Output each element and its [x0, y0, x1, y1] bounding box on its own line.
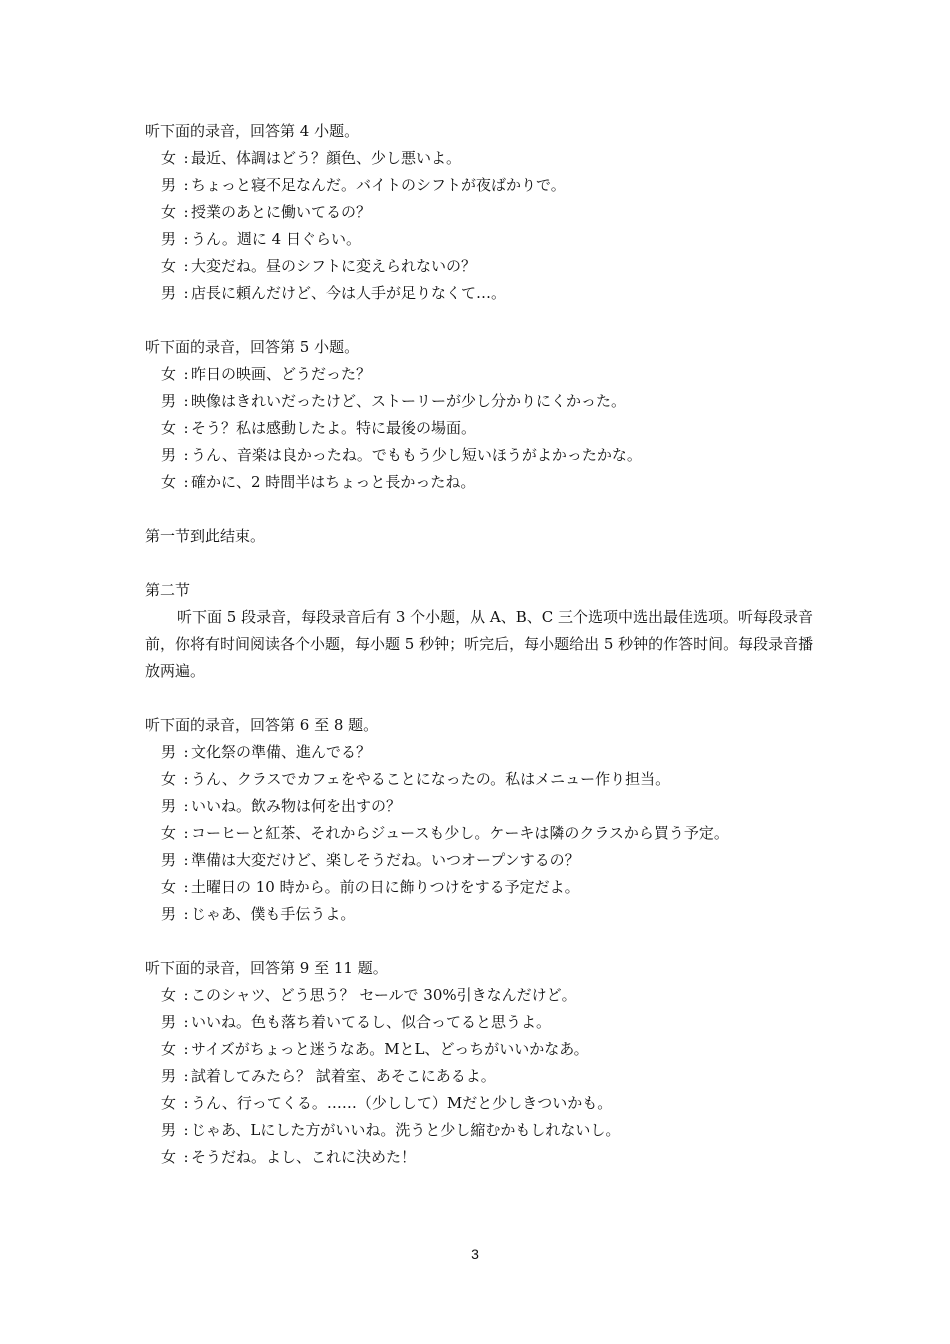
page-number: 3 — [471, 1246, 479, 1262]
dialogue-line — [145, 793, 825, 820]
colon: : — [183, 473, 189, 491]
utterance: コーヒーと紅茶、それからジュースも少し。ケーキは隣のクラスから買う予定。 — [191, 824, 729, 842]
spacer — [145, 496, 825, 523]
q9-11-header: 听下面的录音，回答第 9 至 11 题。 — [145, 959, 388, 977]
spacer — [145, 307, 825, 334]
colon: : — [183, 149, 189, 167]
speaker: 女 — [161, 770, 177, 788]
colon: : — [183, 203, 189, 221]
colon: : — [183, 1094, 189, 1112]
utterance: うん。週に 4 日ぐらい。 — [191, 230, 361, 248]
utterance: うん、クラスでカフェをやることになったの。私はメニュー作り担当。 — [191, 770, 671, 788]
dialogue-line — [145, 982, 825, 1009]
dialogue-line — [145, 739, 825, 766]
utterance: 試着してみたら？ 試着室、あそこにあるよ。 — [191, 1067, 496, 1085]
colon: : — [183, 1148, 189, 1166]
dialogue-line — [145, 226, 825, 253]
dialogue-line — [145, 1063, 825, 1090]
utterance: 大変だね。昼のシフトに変えられないの？ — [191, 257, 477, 275]
colon: : — [183, 905, 189, 923]
speaker: 男 — [161, 797, 177, 815]
q9-11-dialogue — [145, 982, 825, 1171]
colon: : — [183, 257, 189, 275]
utterance: サイズがちょっと迷うなあ。MとL、どっちがいいかなあ。 — [191, 1040, 589, 1058]
utterance: 確かに、2 時間半はちょっと長かったね。 — [191, 473, 476, 491]
speaker: 男 — [161, 392, 177, 410]
colon: : — [183, 1121, 189, 1139]
dialogue-line — [145, 901, 825, 928]
dialogue-line — [145, 1144, 825, 1171]
speaker: 男 — [161, 905, 177, 923]
colon: : — [183, 986, 189, 1004]
dialogue-line — [145, 469, 825, 496]
q6-8-dialogue — [145, 739, 825, 928]
colon: : — [183, 1013, 189, 1031]
q5-header: 听下面的录音，回答第 5 小题。 — [145, 338, 360, 356]
dialogue-line — [145, 388, 825, 415]
page-content — [145, 118, 825, 1171]
dialogue-line — [145, 172, 825, 199]
speaker: 女 — [161, 203, 177, 221]
dialogue-line — [145, 1117, 825, 1144]
dialogue-line — [145, 1009, 825, 1036]
utterance: じゃあ、僕も手伝うよ。 — [191, 905, 356, 923]
dialogue-line — [145, 253, 825, 280]
utterance: 昨日の映画、どうだった？ — [191, 365, 372, 383]
colon: : — [183, 851, 189, 869]
colon: : — [183, 392, 189, 410]
dialogue-line — [145, 199, 825, 226]
speaker: 男 — [161, 1121, 177, 1139]
colon: : — [183, 1067, 189, 1085]
dialogue-line — [145, 1036, 825, 1063]
speaker: 女 — [161, 824, 177, 842]
dialogue-line — [145, 442, 825, 469]
speaker: 女 — [161, 473, 177, 491]
spacer — [145, 550, 825, 577]
speaker: 男 — [161, 1067, 177, 1085]
dialogue-line — [145, 280, 825, 307]
utterance: そうだね。よし、これに決めた！ — [191, 1148, 417, 1166]
colon: : — [183, 365, 189, 383]
q5-dialogue — [145, 361, 825, 496]
colon: : — [183, 743, 189, 761]
dialogue-line — [145, 361, 825, 388]
speaker: 女 — [161, 878, 177, 896]
section2-instructions: 听下面 5 段录音，每段录音后有 3 个小题，从 A、B、C 三个选项中选出最佳选项。听每段录音前，你将有时间阅读各个小题，每小题 5 秒钟；听完后，每小题给出 5 秒钟的作答时间。每段录音播放两遍。 — [145, 608, 814, 680]
utterance: うん、音楽は良かったね。でももう少し短いほうがよかったかな。 — [191, 446, 642, 464]
q4-dialogue — [145, 145, 825, 307]
speaker: 女 — [161, 365, 177, 383]
spacer — [145, 685, 825, 712]
utterance: じゃあ、Lにした方がいいね。洗うと少し縮むかもしれないし。 — [191, 1121, 621, 1139]
colon: : — [183, 797, 189, 815]
utterance: いいね。飲み物は何を出すの？ — [191, 797, 402, 815]
speaker: 男 — [161, 446, 177, 464]
section1-end: 第一节到此结束。 — [145, 527, 266, 545]
speaker: 女 — [161, 1040, 177, 1058]
dialogue-line — [145, 847, 825, 874]
utterance: いいね。色も落ち着いてるし、似合ってると思うよ。 — [191, 1013, 552, 1031]
speaker: 男 — [161, 284, 177, 302]
utterance: そう？私は感動したよ。特に最後の場面。 — [191, 419, 477, 437]
utterance: 文化祭の準備、進んでる？ — [191, 743, 372, 761]
speaker: 女 — [161, 1148, 177, 1166]
dialogue-line — [145, 820, 825, 847]
spacer — [145, 928, 825, 955]
colon: : — [183, 878, 189, 896]
dialogue-line — [145, 766, 825, 793]
dialogue-line — [145, 1090, 825, 1117]
speaker: 女 — [161, 419, 177, 437]
speaker: 男 — [161, 1013, 177, 1031]
q4-header: 听下面的录音，回答第 4 小题。 — [145, 122, 360, 140]
utterance: うん、行ってくる。……（少しして）Mだと少しきついかも。 — [191, 1094, 613, 1112]
colon: : — [183, 419, 189, 437]
utterance: 最近、体調はどう？顔色、少し悪いよ。 — [191, 149, 462, 167]
dialogue-line — [145, 415, 825, 442]
colon: : — [183, 284, 189, 302]
speaker: 女 — [161, 986, 177, 1004]
utterance: ちょっと寝不足なんだ。バイトのシフトが夜ばかりで。 — [191, 176, 566, 194]
colon: : — [183, 176, 189, 194]
colon: : — [183, 230, 189, 248]
speaker: 女 — [161, 149, 177, 167]
speaker: 男 — [161, 176, 177, 194]
colon: : — [183, 824, 189, 842]
q6-8-header: 听下面的录音，回答第 6 至 8 题。 — [145, 716, 379, 734]
dialogue-line — [145, 874, 825, 901]
speaker: 男 — [161, 230, 177, 248]
section2-title: 第二节 — [145, 581, 191, 599]
speaker: 女 — [161, 257, 177, 275]
utterance: 土曜日の 10 時から。前の日に飾りつけをする予定だよ。 — [191, 878, 580, 896]
utterance: このシャツ、どう思う？ セールで 30%引きなんだけど。 — [191, 986, 577, 1004]
utterance: 授業のあとに働いてるの？ — [191, 203, 372, 221]
speaker: 男 — [161, 743, 177, 761]
speaker: 男 — [161, 851, 177, 869]
utterance: 店長に頼んだけど、今は人手が足りなくて…。 — [191, 284, 507, 302]
utterance: 準備は大変だけど、楽しそうだね。いつオープンするの？ — [191, 851, 580, 869]
colon: : — [183, 1040, 189, 1058]
colon: : — [183, 446, 189, 464]
colon: : — [183, 770, 189, 788]
speaker: 女 — [161, 1094, 177, 1112]
utterance: 映像はきれいだったけど、ストーリーが少し分かりにくかった。 — [191, 392, 627, 410]
dialogue-line — [145, 145, 825, 172]
